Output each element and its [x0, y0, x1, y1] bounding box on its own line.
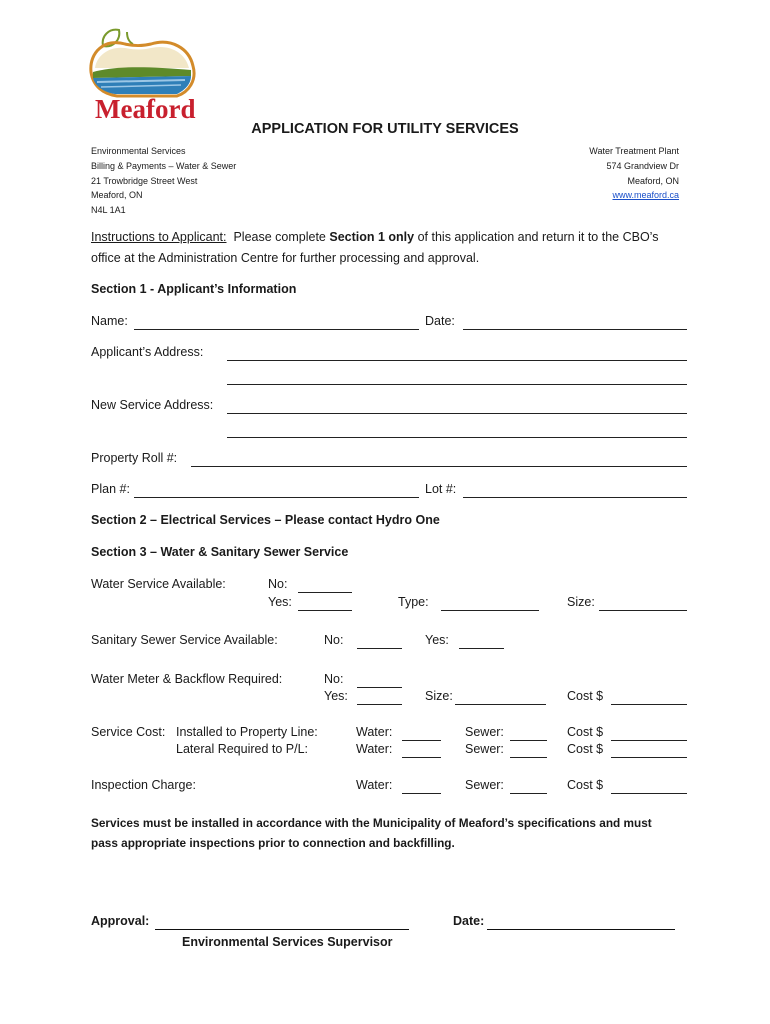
meter-yes-label: Yes:	[324, 689, 348, 703]
inspection-cost-label: Cost $	[567, 778, 604, 792]
approval-label: Approval:	[91, 914, 150, 928]
approval-date-label: Date:	[453, 914, 485, 928]
plant-address-line: 574 Grandview Dr	[606, 161, 679, 171]
section-3-heading: Section 3 – Water & Sanitary Sewer Service	[91, 545, 349, 559]
approval-signature-field[interactable]	[155, 916, 409, 930]
inspection-sewer-field[interactable]	[510, 780, 547, 794]
meter-cost-label: Cost $	[567, 689, 604, 703]
lot-label: Lot #:	[425, 482, 457, 496]
water-service-available-label: Water Service Available:	[91, 577, 226, 591]
website-link[interactable]: www.meaford.ca	[612, 190, 679, 200]
service-cost-label: Service Cost:	[91, 725, 166, 739]
installation-notice-line-2: pass appropriate inspections prior to connection and backfilling.	[91, 836, 455, 850]
inspection-cost-field[interactable]	[611, 780, 687, 794]
sanitary-yes-field[interactable]	[459, 635, 504, 649]
meter-cost-field[interactable]	[611, 691, 687, 705]
address-line: Meaford, ON	[91, 190, 143, 200]
installed-water-label: Water:	[356, 725, 393, 739]
water-no-label: No:	[268, 577, 288, 591]
meter-yes-field[interactable]	[357, 691, 402, 705]
inspection-sewer-label: Sewer:	[465, 778, 504, 792]
meter-size-field[interactable]	[455, 691, 546, 705]
water-size-label: Size:	[567, 595, 595, 609]
sanitary-no-label: No:	[324, 633, 344, 647]
instructions-text: Please complete	[233, 230, 326, 244]
date-field[interactable]	[463, 316, 687, 330]
meter-no-field[interactable]	[357, 674, 402, 688]
name-field[interactable]	[134, 316, 419, 330]
address-line: N4L 1A1	[91, 205, 126, 215]
address-line: Billing & Payments – Water & Sewer	[91, 161, 237, 171]
instructions-label: Instructions to Applicant:	[91, 230, 227, 244]
plan-field[interactable]	[134, 484, 419, 498]
plan-label: Plan #:	[91, 482, 130, 496]
lateral-sewer-field[interactable]	[510, 744, 547, 758]
lateral-water-field[interactable]	[402, 744, 441, 758]
lateral-required-label: Lateral Required to P/L:	[176, 742, 309, 756]
inspection-water-field[interactable]	[402, 780, 441, 794]
section-2-heading: Section 2 – Electrical Services – Please contact Hydro One	[91, 513, 440, 527]
applicant-address-label: Applicant’s Address:	[91, 345, 204, 359]
lot-field[interactable]	[463, 484, 687, 498]
instructions-emphasis: Section 1 only	[329, 230, 415, 244]
meter-size-label: Size:	[425, 689, 453, 703]
installed-to-property-line-label: Installed to Property Line:	[176, 725, 318, 739]
date-label: Date:	[425, 314, 455, 328]
new-service-address-field-2[interactable]	[227, 424, 687, 438]
installed-water-field[interactable]	[402, 727, 441, 741]
page-title: APPLICATION FOR UTILITY SERVICES	[251, 121, 519, 137]
applicant-address-field[interactable]	[227, 347, 687, 361]
lateral-water-label: Water:	[356, 742, 393, 756]
approval-date-field[interactable]	[487, 916, 675, 930]
section-1-heading: Section 1 - Applicant’s Information	[91, 282, 297, 296]
inspection-water-label: Water:	[356, 778, 393, 792]
property-roll-field[interactable]	[191, 453, 687, 467]
supervisor-caption: Environmental Services Supervisor	[182, 935, 393, 949]
water-size-field[interactable]	[599, 597, 687, 611]
lateral-cost-field[interactable]	[611, 744, 687, 758]
installed-sewer-label: Sewer:	[465, 725, 504, 739]
installed-cost-field[interactable]	[611, 727, 687, 741]
instructions-text: of this application and return it to the CBO’s	[417, 230, 659, 244]
water-yes-label: Yes:	[268, 595, 292, 609]
lateral-cost-label: Cost $	[567, 742, 604, 756]
meter-no-label: No:	[324, 672, 344, 686]
sanitary-sewer-available-label: Sanitary Sewer Service Available:	[91, 633, 278, 647]
new-service-address-label: New Service Address:	[91, 398, 214, 412]
water-no-field[interactable]	[298, 579, 352, 593]
installation-notice: Services must be installed in accordance with the Municipality of Meaford’s specifications and must	[91, 816, 652, 830]
address-line: Environmental Services	[91, 146, 186, 156]
instructions	[91, 230, 658, 244]
installed-sewer-field[interactable]	[510, 727, 547, 741]
plant-address-line: Meaford, ON	[627, 176, 679, 186]
plant-address-line: Water Treatment Plant	[589, 146, 679, 156]
lateral-sewer-label: Sewer:	[465, 742, 504, 756]
applicant-address-field-2[interactable]	[227, 371, 687, 385]
water-yes-field[interactable]	[298, 597, 352, 611]
logo-wordmark: Meaford	[95, 94, 196, 122]
sanitary-yes-label: Yes:	[425, 633, 449, 647]
sanitary-no-field[interactable]	[357, 635, 402, 649]
water-type-label: Type:	[398, 595, 429, 609]
water-type-field[interactable]	[441, 597, 539, 611]
meaford-logo	[85, 26, 215, 122]
instructions-line-2: office at the Administration Centre for further processing and approval.	[91, 251, 480, 265]
property-roll-label: Property Roll #:	[91, 451, 178, 465]
inspection-charge-label: Inspection Charge:	[91, 778, 196, 792]
name-label: Name:	[91, 314, 128, 328]
address-line: 21 Trowbridge Street West	[91, 176, 198, 186]
meter-backflow-required-label: Water Meter & Backflow Required:	[91, 672, 283, 686]
installed-cost-label: Cost $	[567, 725, 604, 739]
new-service-address-field[interactable]	[227, 400, 687, 414]
